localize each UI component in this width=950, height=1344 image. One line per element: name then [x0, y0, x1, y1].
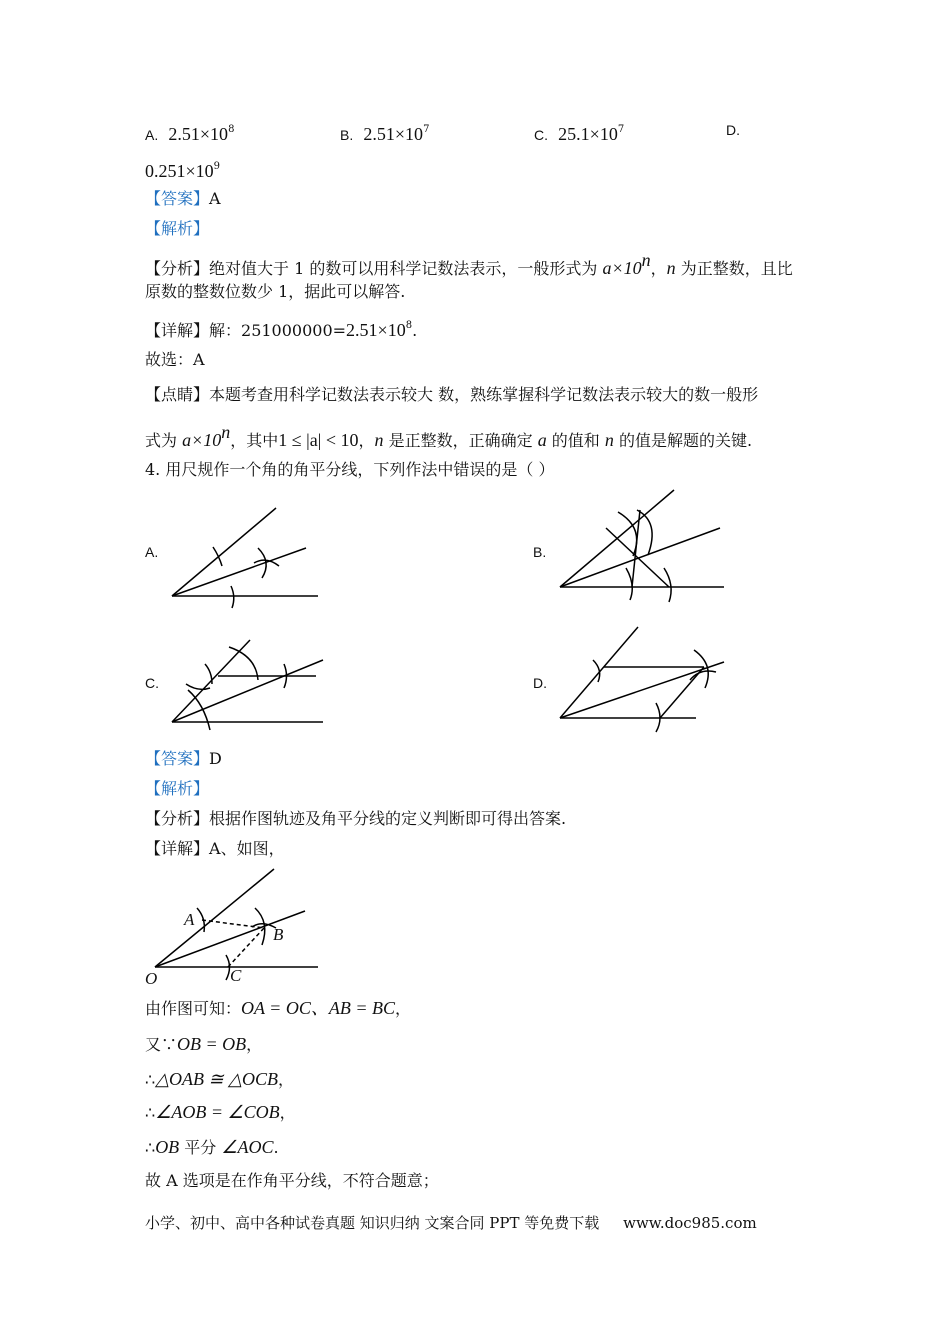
analysis-tag-1: 【解析】	[145, 219, 210, 238]
proof-line-3: ∴△OAB ≅ △OCB，	[145, 1069, 294, 1089]
fig-label-b: B.	[533, 544, 547, 560]
dianjing-line-1: 【点睛】本题考查用科学记数法表示较大 数，熟练掌握科学记数法表示较大的数一般形	[145, 385, 759, 404]
diag-label-c: C	[230, 966, 242, 985]
diag-arc-a	[197, 908, 204, 932]
fenxi-line-1: 【分析】绝对值大于 1 的数可以用科学记数法表示，一般形式为 $a\times 10^n$，n 为正整数，且比	[145, 250, 793, 278]
fenxi-line-2: 原数的整数位数少 1，据此可以解答.	[145, 282, 406, 301]
diag-label-a: A	[184, 910, 195, 929]
page-footer	[145, 1212, 757, 1233]
diag-label-o: O	[145, 969, 158, 988]
fig-label-a: A.	[145, 544, 159, 560]
fig-label-c: C.	[145, 675, 159, 691]
footer-text: 小学、初中、高中各种试卷真题 知识归纳 文案合同 PPT 等免费下载	[145, 1214, 600, 1232]
question-4: 4. 用尺规作一个角的角平分线，下列作法中错误的是（ ）	[145, 460, 555, 479]
footer-link[interactable]: www.doc985.com	[623, 1214, 757, 1232]
detail-line-1: 【详解】解：$251000000=2.51\times 10^8$.	[145, 320, 418, 340]
option-a: A. $2.51\times 10^8$	[145, 124, 235, 144]
proof-line-5: ∴OB 平分 ∠AOC.	[145, 1137, 279, 1157]
proof-line-4: ∴∠AOB = ∠COB，	[145, 1102, 296, 1122]
option-b: B. $2.51\times 10^7$	[340, 124, 430, 144]
diag-dash-ab	[202, 920, 264, 928]
answer-line-1: 【答案】A	[145, 189, 221, 208]
dianjing-line-2: 式为 $a\times 10^n$，其中1 ≤ |a| < 10，n 是正整数，正确确定 a 的值和 n 的值是解题的关键.	[145, 422, 753, 450]
answer-line-2: 【答案】D	[145, 749, 222, 768]
option-c: C. $25.1\times 10^7$	[534, 124, 625, 144]
option-d: D.	[726, 122, 740, 138]
option-d-value: $0.251\times 10^9$	[145, 161, 221, 181]
choice-line: 故选：A	[145, 350, 205, 369]
proof-line-2: 又∵OB = OB，	[145, 1034, 263, 1054]
fig-label-d: D.	[533, 675, 547, 691]
diag-label-b: B	[273, 925, 284, 944]
diag-ray-oa	[155, 869, 274, 967]
diag-dash-cb	[228, 928, 264, 967]
analysis-tag-2: 【解析】	[145, 779, 210, 798]
proof-line-1: 由作图可知：OA = OC、AB = BC，	[145, 998, 411, 1018]
fenxi-line-3: 【分析】根据作图轨迹及角平分线的定义判断即可得出答案.	[145, 809, 567, 828]
detail-line-2: 【详解】A、如图，	[145, 839, 285, 858]
proof-line-6: 故 A 选项是在作角平分线，不符合题意；	[145, 1171, 439, 1190]
